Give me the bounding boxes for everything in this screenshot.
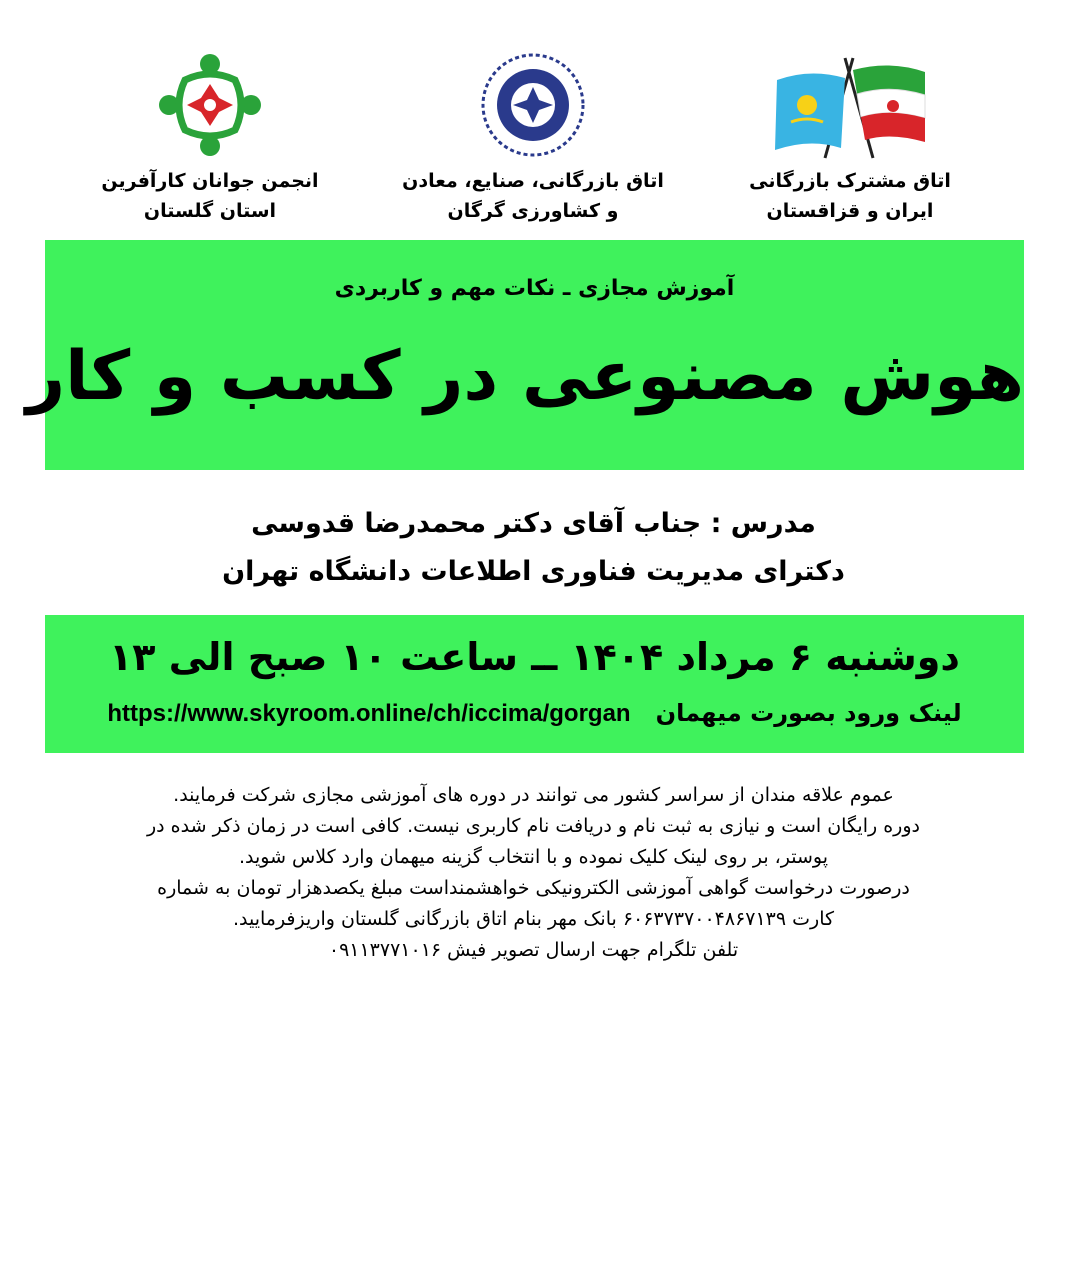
young-entrepreneurs-logo [60,50,360,226]
guest-link-url[interactable]: https://www.skyroom.online/ch/iccima/gorgan [107,700,631,727]
logo-caption-line: اتاق مشترک بازرگانی [749,170,951,192]
gorgan-chamber-logo [383,50,683,226]
session-date-time: دوشنبه ۶ مرداد ۱۴۰۴ ــ ساعت ۱۰ صبح الی ۱۳ [109,635,960,679]
gorgan-chamber-caption [383,166,683,226]
info-line: پوستر، بر روی لینک کلیک نموده و با انتخاب گزینه میهمان وارد کلاس شوید. [238,846,829,868]
info-paragraph [60,780,1007,966]
instructor-credentials: دکترای مدیریت فناوری اطلاعات دانشگاه تهران [222,556,845,587]
schedule-banner [45,615,1024,753]
logo-caption-line: انجمن جوانان کارآفرین [101,170,319,192]
logo-caption-line: استان گلستان [143,200,277,222]
young-entrepreneurs-caption [60,166,360,226]
logo-caption-line: اتاق بازرگانی، صنایع، معادن [402,170,664,192]
info-line: درصورت درخواست گواهی آموزشی الکترونیکی خواهشمنداست مبلغ یکصدهزار تومان به شماره [157,877,910,899]
iran-kazakhstan-flags-icon [765,50,935,160]
joint-chamber-caption [700,166,1000,226]
logo-caption-line: و کشاورزی گرگان [447,200,619,222]
info-line: کارت ۶۰۶۳۷۳۷۰۰۴۸۶۷۱۳۹ بانک مهر بنام اتاق بازرگانی گلستان واریزفرمایید. [232,908,835,930]
instructor-name: مدرس : جناب آقای دکتر محمدرضا قدوسی [251,508,816,539]
title-banner [26,240,1024,470]
instructor-block [0,500,1067,596]
chamber-of-commerce-emblem-icon [473,50,593,160]
course-title: هوش مصنوعی در کسب و کار [26,337,1024,416]
logo-caption-line: ایران و قزاقستان [766,200,934,222]
info-line: دوره رایگان است و نیازی به ثبت نام و دریافت نام کاربری نیست. کافی است در زمان ذکر شده در [147,815,920,837]
young-entrepreneurs-association-icon [155,50,265,160]
guest-link-line [45,699,1024,728]
info-line: تلفن تلگرام جهت ارسال تصویر فیش ۰۹۱۱۳۷۷۱۰۱۶ [328,939,739,961]
course-subtitle: آموزش مجازی ـ نکات مهم و کاربردی [334,276,735,301]
logo-row [0,50,1067,240]
info-line: عموم علاقه مندان از سراسر کشور می توانند در دوره های آموزشی مجازی شرکت فرمایند. [173,784,894,806]
joint-chamber-logo [700,50,1000,226]
guest-link-label: لینک ورود بصورت میهمان [655,699,962,727]
